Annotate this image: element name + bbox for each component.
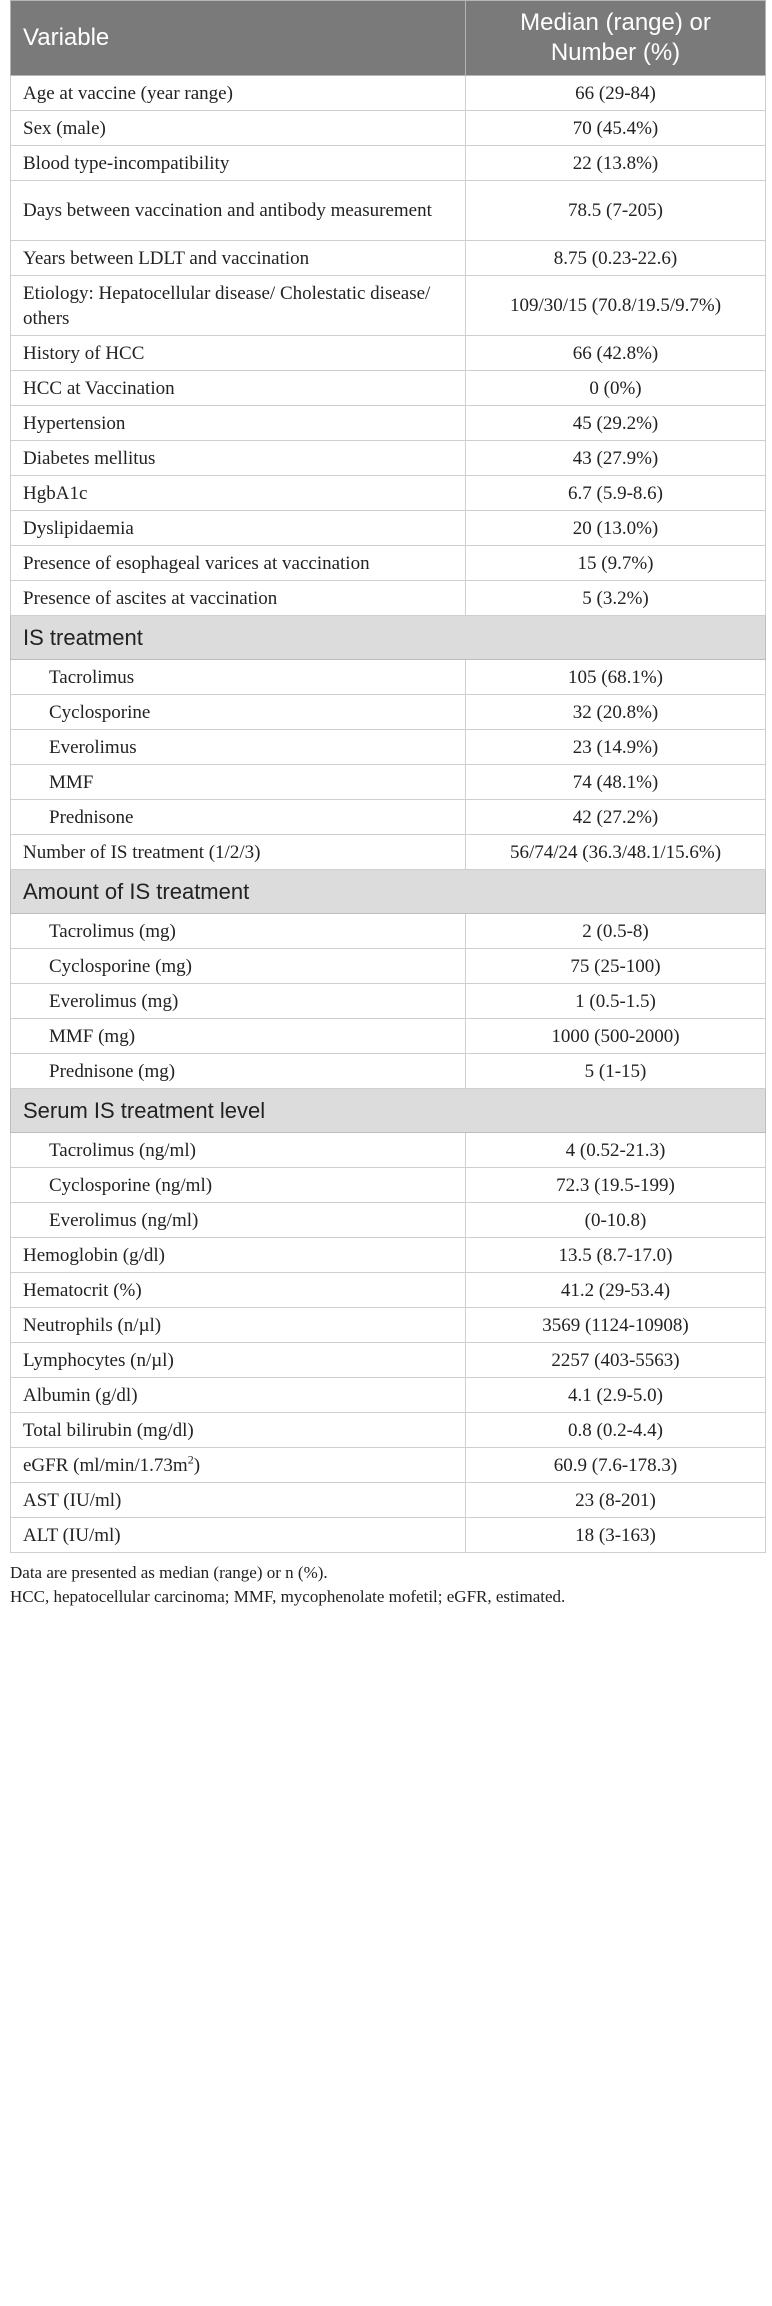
table-row <box>11 730 766 765</box>
row-value: 72.3 (19.5-199) <box>466 1168 766 1203</box>
row-label-text: eGFR (ml/min/1.73m <box>23 1454 188 1476</box>
row-label-text: ALT (IU/ml) <box>23 1524 121 1546</box>
row-value: 75 (25-100) <box>466 949 766 984</box>
row-label-superscript: 2 <box>187 1452 194 1467</box>
footnote-line: HCC, hepatocellular carcinoma; MMF, mycophenolate mofetil; eGFR, estimated. <box>10 1587 566 1606</box>
row-label-text: MMF (mg) <box>49 1025 136 1047</box>
row-label <box>11 835 466 870</box>
table-row <box>11 476 766 511</box>
table-row <box>11 914 766 949</box>
row-label <box>11 660 466 695</box>
section-title: Serum IS treatment level <box>11 1089 766 1133</box>
row-label <box>11 1448 466 1483</box>
table-row <box>11 511 766 546</box>
table-row <box>11 441 766 476</box>
table-row <box>11 695 766 730</box>
table-row <box>11 1308 766 1343</box>
table-row <box>11 1133 766 1168</box>
table-row <box>11 276 766 336</box>
row-label <box>11 406 466 441</box>
row-label <box>11 914 466 949</box>
table-row <box>11 241 766 276</box>
table-row <box>11 1238 766 1273</box>
row-value: 105 (68.1%) <box>466 660 766 695</box>
row-label <box>11 695 466 730</box>
row-label-text: Everolimus (mg) <box>49 990 179 1012</box>
header-value: Median (range) or Number (%) <box>466 1 766 76</box>
row-value: 43 (27.9%) <box>466 441 766 476</box>
row-label-text: Neutrophils (n/µl) <box>23 1314 162 1336</box>
characteristics-table-container <box>10 0 765 1553</box>
table-row <box>11 181 766 241</box>
table-row <box>11 1518 766 1553</box>
row-value: 109/30/15 (70.8/19.5/9.7%) <box>466 276 766 336</box>
row-label <box>11 546 466 581</box>
row-value: 4.1 (2.9-5.0) <box>466 1378 766 1413</box>
row-label-text: Tacrolimus (ng/ml) <box>49 1139 196 1161</box>
row-label <box>11 1378 466 1413</box>
row-label-text: Tacrolimus (mg) <box>49 920 176 942</box>
table-footnotes <box>10 1561 765 1609</box>
table-row <box>11 1203 766 1238</box>
row-label-text: HCC at Vaccination <box>23 377 175 399</box>
table-row <box>11 76 766 111</box>
row-label <box>11 800 466 835</box>
row-value: 2257 (403-5563) <box>466 1343 766 1378</box>
row-label <box>11 476 466 511</box>
row-value: 15 (9.7%) <box>466 546 766 581</box>
row-label <box>11 1054 466 1089</box>
section-header-row <box>11 1089 766 1133</box>
row-value: 1 (0.5-1.5) <box>466 984 766 1019</box>
row-label <box>11 730 466 765</box>
row-label <box>11 949 466 984</box>
row-label <box>11 1019 466 1054</box>
table-row <box>11 546 766 581</box>
row-value: 70 (45.4%) <box>466 111 766 146</box>
row-value: 0.8 (0.2-4.4) <box>466 1413 766 1448</box>
row-value: 74 (48.1%) <box>466 765 766 800</box>
characteristics-table <box>10 0 766 1553</box>
row-label <box>11 181 466 241</box>
row-value: 23 (14.9%) <box>466 730 766 765</box>
row-label-text: Hematocrit (%) <box>23 1279 142 1301</box>
table-row <box>11 1448 766 1483</box>
row-label-text: Tacrolimus <box>49 666 135 688</box>
row-label-text: Age at vaccine (year range) <box>23 82 233 104</box>
row-value: 66 (42.8%) <box>466 336 766 371</box>
table-row <box>11 1054 766 1089</box>
row-label-text: Lymphocytes (n/µl) <box>23 1349 174 1371</box>
row-label <box>11 581 466 616</box>
row-value: 32 (20.8%) <box>466 695 766 730</box>
row-label-suffix: ) <box>193 1454 201 1476</box>
table-row <box>11 581 766 616</box>
section-header-row <box>11 616 766 660</box>
row-value: 4 (0.52-21.3) <box>466 1133 766 1168</box>
table-row <box>11 1019 766 1054</box>
row-label-text: History of HCC <box>23 342 145 364</box>
row-label <box>11 1308 466 1343</box>
row-value: 8.75 (0.23-22.6) <box>466 241 766 276</box>
table-row <box>11 1413 766 1448</box>
row-label-text: Everolimus (ng/ml) <box>49 1209 199 1231</box>
row-value: 13.5 (8.7-17.0) <box>466 1238 766 1273</box>
row-label <box>11 276 466 336</box>
table-row <box>11 800 766 835</box>
row-label-text: Number of IS treatment (1/2/3) <box>23 841 261 863</box>
row-label <box>11 241 466 276</box>
row-value: 60.9 (7.6-178.3) <box>466 1448 766 1483</box>
row-value: 66 (29-84) <box>466 76 766 111</box>
row-value: 5 (3.2%) <box>466 581 766 616</box>
row-value: 2 (0.5-8) <box>466 914 766 949</box>
row-label <box>11 371 466 406</box>
row-label <box>11 1238 466 1273</box>
row-label-text: Hemoglobin (g/dl) <box>23 1244 165 1266</box>
table-row <box>11 1378 766 1413</box>
table-row <box>11 949 766 984</box>
table-row <box>11 835 766 870</box>
row-value: 45 (29.2%) <box>466 406 766 441</box>
row-label-text: Days between vaccination and antibody measurement <box>23 200 432 221</box>
row-label-text: Cyclosporine (mg) <box>49 955 193 977</box>
row-label-text: Cyclosporine <box>49 701 151 723</box>
row-value: 23 (8-201) <box>466 1483 766 1518</box>
row-label-text: Blood type-incompatibility <box>23 152 230 174</box>
table-row <box>11 984 766 1019</box>
table-row <box>11 336 766 371</box>
table-row <box>11 1168 766 1203</box>
footnote-line: Data are presented as median (range) or n (%). <box>10 1563 328 1582</box>
table-row <box>11 765 766 800</box>
row-value: 3569 (1124-10908) <box>466 1308 766 1343</box>
section-title: Amount of IS treatment <box>11 870 766 914</box>
table-row <box>11 1343 766 1378</box>
table-row <box>11 1273 766 1308</box>
row-label-text: Total bilirubin (mg/dl) <box>23 1419 194 1441</box>
row-value: 5 (1-15) <box>466 1054 766 1089</box>
row-value: (0-10.8) <box>466 1203 766 1238</box>
header-variable: Variable <box>11 1 466 76</box>
section-header-row <box>11 870 766 914</box>
table-row <box>11 660 766 695</box>
row-label <box>11 1133 466 1168</box>
row-label-text: Albumin (g/dl) <box>23 1384 138 1406</box>
row-label <box>11 1518 466 1553</box>
row-value: 56/74/24 (36.3/48.1/15.6%) <box>466 835 766 870</box>
row-value: 22 (13.8%) <box>466 146 766 181</box>
row-label-text: Diabetes mellitus <box>23 447 156 469</box>
row-label-text: Years between LDLT and vaccination <box>23 247 310 269</box>
row-label <box>11 336 466 371</box>
table-row <box>11 371 766 406</box>
table-row <box>11 1483 766 1518</box>
table-row <box>11 111 766 146</box>
row-label <box>11 511 466 546</box>
table-row <box>11 406 766 441</box>
row-label-text: Everolimus <box>49 736 137 758</box>
row-value: 0 (0%) <box>466 371 766 406</box>
row-label-text: HgbA1c <box>23 482 88 504</box>
row-label <box>11 765 466 800</box>
row-label-text: Prednisone (mg) <box>49 1060 176 1082</box>
row-label <box>11 111 466 146</box>
row-label-text: Prednisone <box>49 806 134 828</box>
row-label <box>11 1203 466 1238</box>
row-value: 41.2 (29-53.4) <box>466 1273 766 1308</box>
row-label <box>11 1343 466 1378</box>
row-value: 18 (3-163) <box>466 1518 766 1553</box>
row-label <box>11 984 466 1019</box>
row-value: 78.5 (7-205) <box>466 181 766 241</box>
table-header-row <box>11 1 766 76</box>
row-value: 1000 (500-2000) <box>466 1019 766 1054</box>
row-value: 20 (13.0%) <box>466 511 766 546</box>
row-label <box>11 146 466 181</box>
row-label <box>11 1273 466 1308</box>
row-label <box>11 1413 466 1448</box>
row-label-text: Dyslipidaemia <box>23 517 134 539</box>
row-label-text: Etiology: Hepatocellular disease/ Cholestatic disease/ others <box>23 282 431 329</box>
row-label-text: Sex (male) <box>23 117 106 139</box>
row-label-text: Hypertension <box>23 412 126 434</box>
row-label <box>11 1168 466 1203</box>
row-label-text: AST (IU/ml) <box>23 1489 122 1511</box>
table-body <box>11 76 766 1553</box>
row-label-text: Presence of esophageal varices at vaccination <box>23 552 370 574</box>
row-value: 6.7 (5.9-8.6) <box>466 476 766 511</box>
row-label <box>11 1483 466 1518</box>
row-label-text: MMF <box>49 771 94 793</box>
table-row <box>11 146 766 181</box>
row-label-text: Presence of ascites at vaccination <box>23 587 278 609</box>
section-title: IS treatment <box>11 616 766 660</box>
row-value: 42 (27.2%) <box>466 800 766 835</box>
row-label-text: Cyclosporine (ng/ml) <box>49 1174 213 1196</box>
row-label <box>11 441 466 476</box>
row-label <box>11 76 466 111</box>
